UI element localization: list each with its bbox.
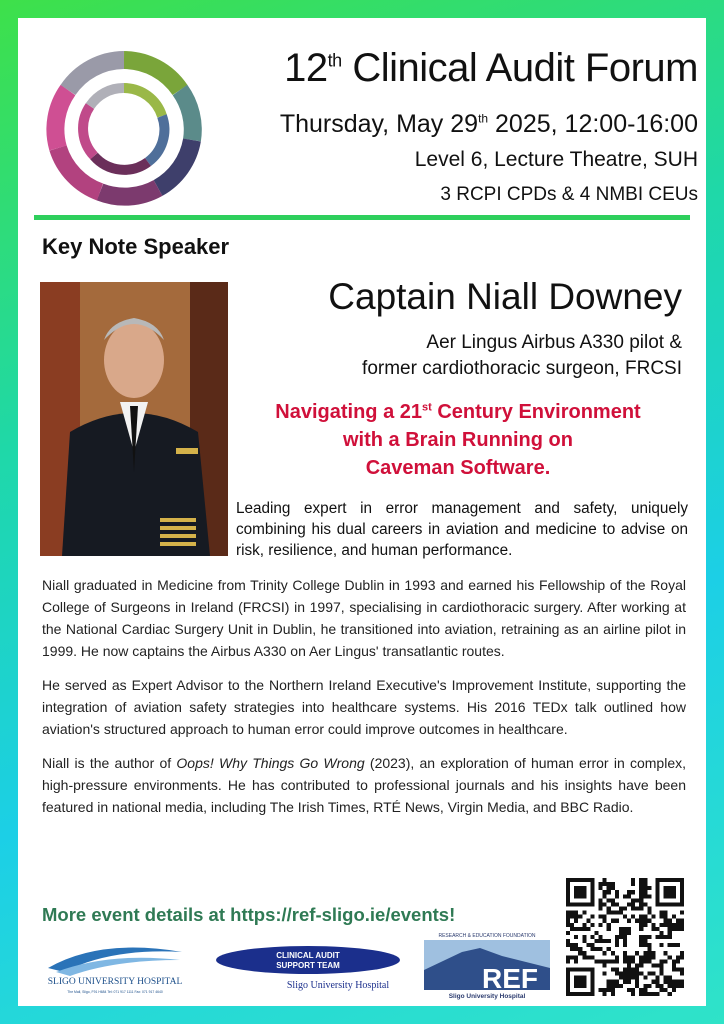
event-date: Thursday, May 29th 2025, 12:00-16:00	[279, 110, 698, 138]
forum-title: 12th Clinical Audit Forum	[284, 46, 698, 90]
talk-title	[230, 398, 686, 482]
book-title: Oops! Why Things Go Wrong	[176, 755, 365, 771]
poster	[18, 18, 706, 1006]
ref-top-text: RESEARCH & EDUCATION FOUNDATION	[438, 933, 536, 939]
bio-paragraph-3: Niall is the author of Oops! Why Things Go Wrong (2023), an exploration of human error in complex, high-pressure environments. He has contributed to professional journals and his insights have been featured in national media, including The Irish Times, RTÉ News, Virgin Media, and BBC Radio.	[42, 755, 687, 815]
ref-bottom-text: Sligo University Hospital	[448, 993, 526, 1000]
speaker-bio	[42, 574, 686, 830]
event-details-link[interactable]: More event details at https://ref-sligo.ie/events!	[42, 904, 456, 925]
event-venue: Level 6, Lecture Theatre, SUH	[414, 148, 698, 171]
speaker-summary: Leading expert in error management and safety, uniquely combining his dual careers in aviation and medicine to advise on risk, resilience, and human performance.	[236, 500, 688, 559]
clinical-audit-support-team-logo	[208, 944, 408, 996]
suh-logo-sub: The Mall, Sligo, F91 H684 Tel: 071 917 1111 Fax: 071 917 4640	[67, 990, 163, 994]
speaker-photo	[40, 282, 228, 556]
forum-ring-logo	[40, 44, 208, 212]
ref-foundation-logo	[422, 930, 552, 1000]
bio-paragraph-2: He served as Expert Advisor to the Northern Ireland Executive's Improvement Institute, supporting the integration of aviation safety strategies into healthcare systems. His 2016 TEDx talk outlined how aviation's structured approach to human error could improve outcomes in healthcare.	[42, 677, 686, 737]
cast-line1: CLINICAL AUDIT	[276, 951, 340, 960]
keynote-label: Key Note Speaker	[42, 234, 230, 259]
cast-hospital: Sligo University Hospital	[286, 980, 390, 991]
speaker-role-line1: Aer Lingus Airbus A330 pilot &	[426, 332, 682, 353]
speaker-name: Captain Niall Downey	[328, 276, 682, 317]
sligo-university-hospital-logo	[40, 938, 190, 996]
speaker-role-line2: former cardiothoracic surgeon, FRCSI	[362, 358, 682, 379]
event-credits: 3 RCPI CPDs & 4 NMBI CEUs	[440, 184, 698, 205]
bio-paragraph-1: Niall graduated in Medicine from Trinity College Dublin in 1993 and earned his Fellowship of the Royal College of Surgeons in Ireland (FRCSI) in 1997, specialising in cardiothoracic surgery. After working at the National Cardiac Surgery Unit in Dublin, he transitioned into aviation, retraining as an airline pilot in 1999. He now captains the Airbus A330 on Aer Lingus' transatlantic routes.	[42, 577, 686, 659]
suh-logo-text: SLIGO UNIVERSITY HOSPITAL	[47, 977, 183, 987]
cast-line2: SUPPORT TEAM	[276, 961, 340, 970]
talk-title-line1: Navigating a 21st Century Environment	[275, 401, 641, 423]
talk-title-line3: Caveman Software.	[365, 457, 551, 479]
qr-code[interactable]	[566, 878, 684, 996]
header-divider	[34, 215, 690, 220]
talk-title-line2: with a Brain Running on	[343, 429, 573, 451]
ref-letters: REF	[482, 963, 538, 994]
